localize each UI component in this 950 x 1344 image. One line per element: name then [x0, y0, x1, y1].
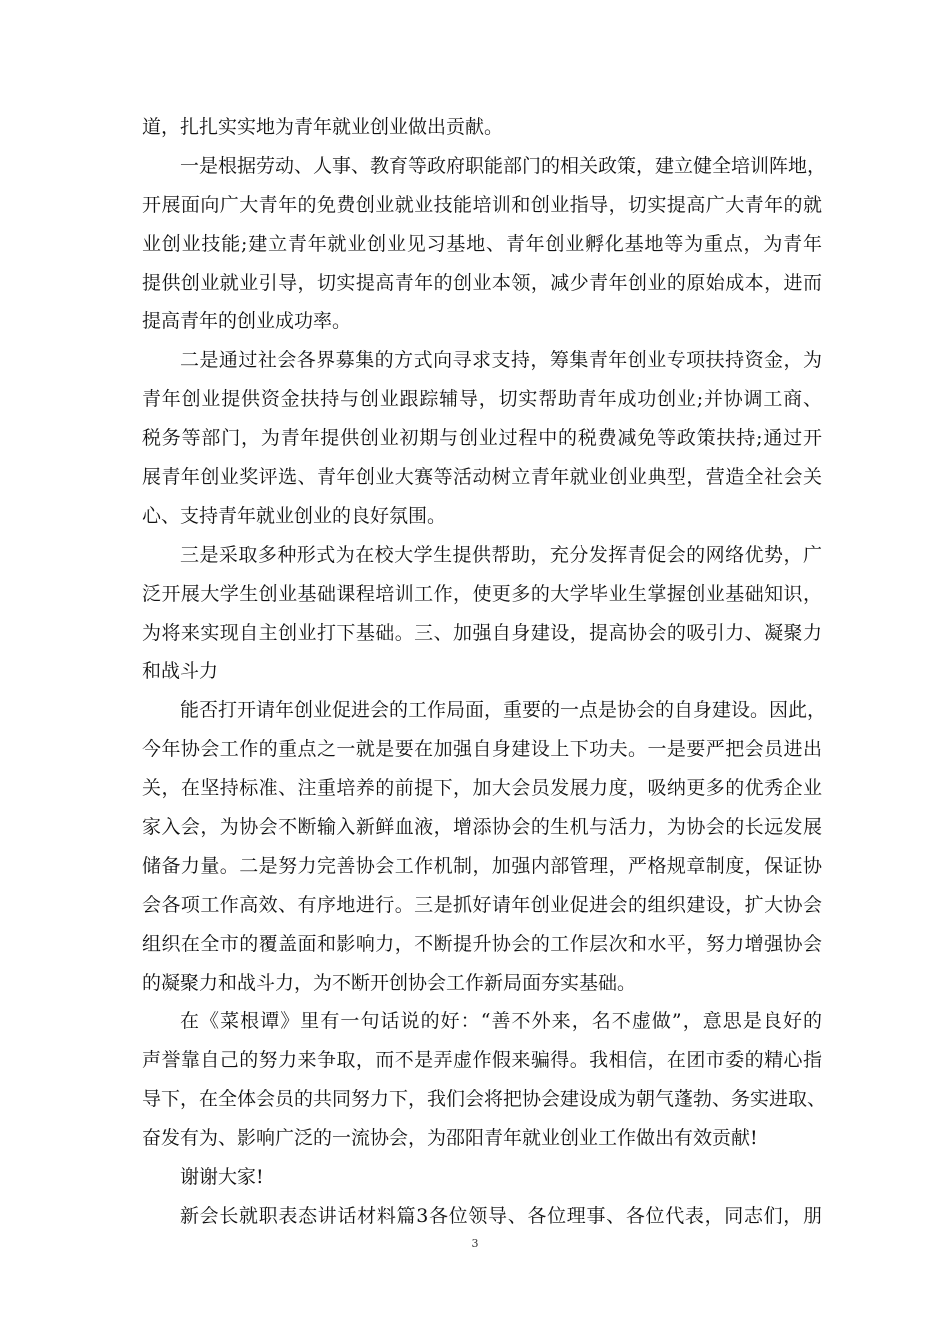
text-line: 导下，在全体会员的共同努力下，我们会将把协会建设成为朝气蓬勃、务实进取、: [142, 1088, 827, 1111]
paragraph-first-line: 能否打开请年创业促进会的工作局面，重要的一点是协会的自身建设。因此，: [180, 699, 827, 722]
text-line: 提高青年的创业成功率。: [142, 310, 352, 333]
text-line: 家入会，为协会不断输入新鲜血液，增添协会的生机与活力，为协会的长远发展: [142, 816, 822, 839]
paragraph-first-line: 三是采取多种形式为在校大学生提供帮助，充分发挥青促会的网络优势，广: [180, 543, 822, 566]
text-line: 的凝聚力和战斗力，为不断开创协会工作新局面夯实基础。: [142, 971, 637, 994]
text-line: 开展面向广大青年的免费创业就业技能培训和创业指导，切实提高广大青年的就: [142, 193, 822, 216]
text-line: 心、支持青年就业创业的良好氛围。: [142, 504, 447, 527]
paragraph-first-line: 一是根据劳动、人事、教育等政府职能部门的相关政策，建立健全培训阵地，: [180, 154, 827, 177]
text-line: 和战斗力: [142, 660, 219, 683]
paragraph-first-line: 新会长就职表态讲话材料篇3各位领导、各位理事、各位代表，同志们，朋: [180, 1204, 822, 1227]
text-line: 道，扎扎实实地为青年就业创业做出贡献。: [142, 116, 504, 138]
page-number: 3: [471, 1237, 479, 1250]
paragraph-first-line: 在《菜根谭》里有一句话说的好：“善不外来，名不虚做”，意思是良好的: [180, 1010, 822, 1033]
text-line: 今年协会工作的重点之一就是要在加强自身建设上下功夫。一是要严把会员进出: [142, 738, 822, 761]
text-line: 奋发有为、影响广泛的一流协会，为邵阳青年就业创业工作做出有效贡献!: [142, 1127, 758, 1150]
text-line: 业创业技能;建立青年就业创业见习基地、青年创业孵化基地等为重点，为青年: [142, 232, 822, 255]
paragraph-first-line: 谢谢大家!: [180, 1166, 264, 1189]
text-line: 声誉靠自己的努力来争取，而不是弄虚作假来骗得。我相信，在团市委的精心指: [142, 1049, 822, 1072]
text-line: 组织在全市的覆盖面和影响力，不断提升协会的工作层次和水平，努力增强协会: [142, 932, 822, 955]
text-line: 展青年创业奖评选、青年创业大赛等活动树立青年就业创业典型，营造全社会关: [142, 466, 822, 489]
text-line: 会各项工作高效、有序地进行。三是抓好请年创业促进会的组织建设，扩大协会: [142, 893, 822, 916]
paragraph-first-line: 二是通过社会各界募集的方式向寻求支持，筹集青年创业专项扶持资金，为: [180, 349, 822, 372]
text-line: 关，在坚持标准、注重培养的前提下，加大会员发展力度，吸纳更多的优秀企业: [142, 777, 822, 800]
text-line: 储备力量。二是努力完善协会工作机制，加强内部管理，严格规章制度，保证协: [142, 854, 822, 877]
document-body: [142, 108, 827, 1236]
text-line: 泛开展大学生创业基础课程培训工作，使更多的大学毕业生掌握创业基础知识，: [142, 582, 822, 605]
text-line: 提供创业就业引导，切实提高青年的创业本领，减少青年创业的原始成本，进而: [142, 271, 822, 294]
text-line: 青年创业提供资金扶持与创业跟踪辅导，切实帮助青年成功创业;并协调工商、: [142, 388, 822, 411]
text-line: 税务等部门，为青年提供创业初期与创业过程中的税费减免等政策扶持;通过开: [142, 427, 822, 450]
text-line: 为将来实现自主创业打下基础。三、加强自身建设，提高协会的吸引力、凝聚力: [142, 621, 822, 644]
